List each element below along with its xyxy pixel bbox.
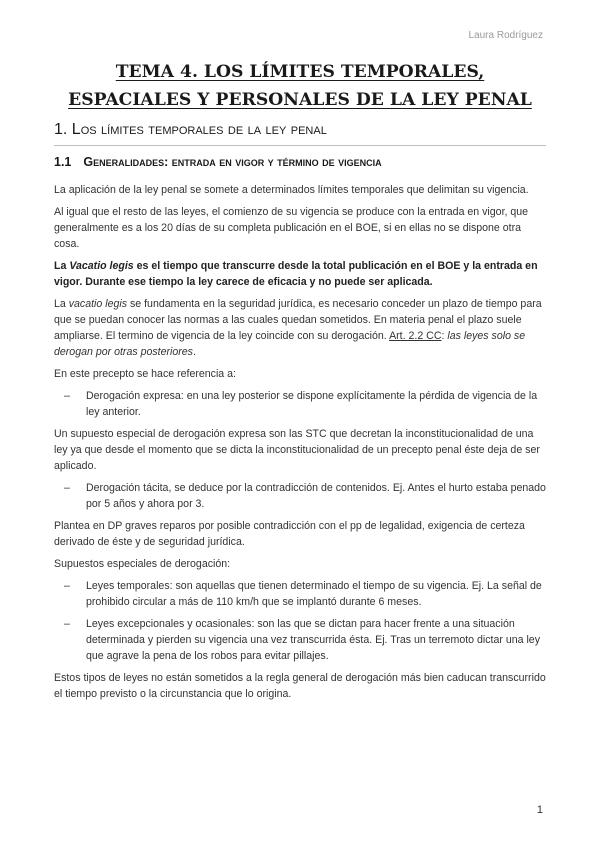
list-item bbox=[54, 388, 546, 420]
paragraph: Al igual que el resto de las leyes, el comienzo de su vigencia se produce con la entrada en vigor, que generalmente es a los 20 días de su completa publicación en el BOE, si en ellas no se dispone otra cosa. bbox=[54, 206, 529, 250]
text-run: . bbox=[192, 346, 196, 358]
page-number: 1 bbox=[536, 804, 543, 816]
text-run: es el tiempo que transcurre desde la total publicación en el BOE y la entrada en vigor. Durante ese tiempo la ley carece de eficacia y no puede ser aplicada. bbox=[54, 260, 538, 288]
text-run: La bbox=[54, 260, 70, 272]
list-item bbox=[54, 480, 546, 512]
dash-bullet: – bbox=[64, 390, 70, 402]
dash-bullet: – bbox=[64, 580, 70, 592]
term-vacatio-legis: Vacatio legis bbox=[69, 260, 134, 272]
dash-bullet: – bbox=[64, 618, 70, 630]
list-item-note: Estos tipos de leyes no están sometidos a la regla general de derogación más bien caducan transcurrido el tiempo previsto o la circunstancia que lo origina. bbox=[54, 672, 546, 700]
article-reference: Art. 2.2 CC bbox=[389, 330, 442, 342]
paragraph: La aplicación de la ley penal se somete a determinados límites temporales que delimitan su vigencia. bbox=[54, 184, 529, 196]
paragraph: En este precepto se hace referencia a: bbox=[54, 368, 236, 380]
text-run: se fundamenta en la seguridad jurídica, es necesario conceder un plazo de tiempo para que se puedan conocer las normas a las cuales quedan sometidos. En materia penal el plazo suele ampliarse. El termino de vigencia de la ley coincide con su derogación. bbox=[54, 298, 542, 342]
dash-bullet: – bbox=[64, 482, 70, 494]
term-vacatio-legis: vacatio legis bbox=[68, 298, 128, 310]
section-number: 1. bbox=[54, 121, 68, 138]
text-run: : bbox=[441, 330, 448, 342]
subsection-number: 1.1 bbox=[54, 155, 72, 169]
list-item bbox=[54, 578, 546, 610]
list-item-note: Plantea en DP graves reparos por posible contradicción con el pp de legalidad, exigencia de certeza derivado de éste y de seguridad jurídica. bbox=[54, 520, 525, 548]
body-text bbox=[54, 182, 546, 708]
list-item-note: Un supuesto especial de derogación expresa son las STC que decretan la inconstitucionalidad de una ley ya que desde el momento que se dicta la inconstitucionalidad de un precepto penal éste deja de ser aplicado. bbox=[54, 428, 540, 472]
subsection-title: Generalidades: entrada en vigor y término de vigencia bbox=[83, 155, 382, 169]
paragraph bbox=[54, 296, 546, 360]
quoted-text: las leyes solo se derogan por otras posteriores bbox=[54, 330, 526, 358]
section-heading bbox=[54, 121, 546, 146]
section-title: Los límites temporales de la ley penal bbox=[71, 121, 327, 138]
document-title: TEMA 4. LOS LÍMITES TEMPORALES, ESPACIALES Y PERSONALES DE LA LEY PENAL bbox=[68, 62, 532, 110]
subsection-heading bbox=[54, 155, 546, 169]
list-item-text: Leyes temporales: son aquellas que tienen determinado el tiempo de su vigencia. Ej. La señal de prohibido circular a más de 110 km/h que se implantó durante 6 meses. bbox=[86, 580, 542, 608]
text-run: La bbox=[54, 298, 69, 310]
definition-paragraph bbox=[54, 258, 546, 290]
list-item-text: Leyes excepcionales y ocasionales: son las que se dictan para hacer frente a una situación determinada y pierden su vigencia una vez transcurrida ésta. Ej. Tras un terremoto dictar una ley que agrave la pena de los robos para evitar pillajes. bbox=[86, 618, 540, 662]
list-item-text: Derogación tácita, se deduce por la contradicción de contenidos. Ej. Antes el hurto estaba penado por 5 años y ahora por 3. bbox=[86, 482, 546, 510]
list-item-text: Derogación expresa: en una ley posterior se dispone explícitamente la pérdida de vigencia de la ley anterior. bbox=[86, 390, 538, 418]
list-item bbox=[54, 616, 546, 664]
paragraph: Supuestos especiales de derogación: bbox=[54, 558, 231, 570]
author-name: Laura Rodríguez bbox=[468, 30, 543, 41]
